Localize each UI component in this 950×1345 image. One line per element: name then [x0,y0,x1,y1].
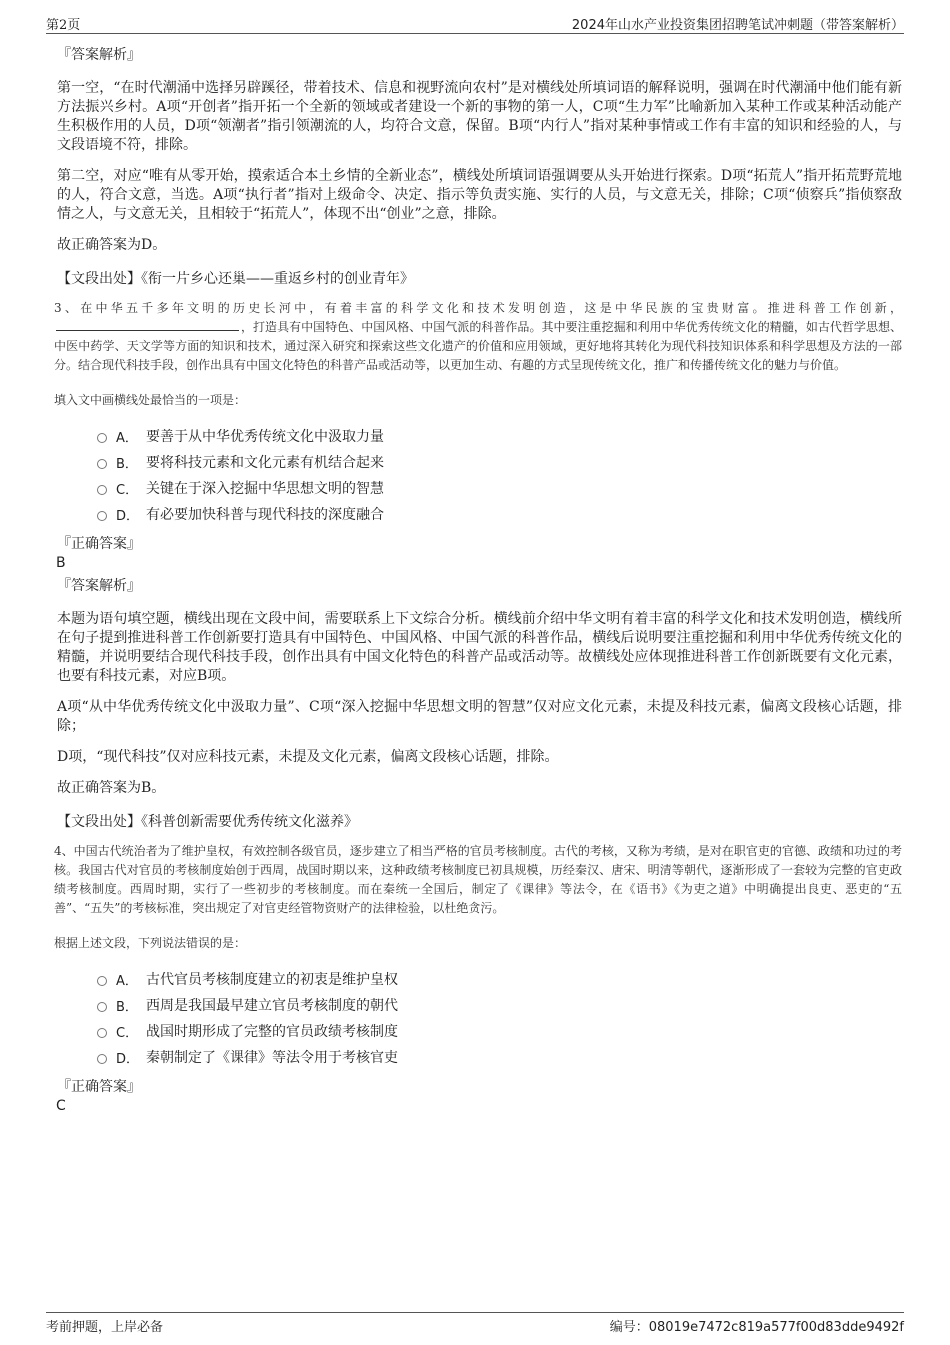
option-letter: C． [116,482,139,498]
document-body [54,45,902,1116]
q3-option-c[interactable] [97,475,902,501]
page-header [46,12,904,34]
option-text: 西周是我国最早建立官员考核制度的朝代 [146,998,398,1014]
q3-options [97,423,902,527]
q4-options [97,966,902,1070]
q3-answer-value: B [56,555,66,571]
q4-prompt: 根据上述文段，下列说法错误的是： [54,936,247,950]
q3-analysis-para-3: D项，“现代科技”仅对应科技元素，未提及文化元素，偏离文段核心话题，排除。 [57,749,559,765]
option-text: 有必要加快科普与现代科技的深度融合 [146,507,384,523]
option-letter: D． [116,1051,140,1067]
radio-icon[interactable] [97,433,107,443]
q2-analysis-para-1: 第一空，“在时代潮涌中选择另辟蹊径，带着技术、信息和视野流向农村”是对横线处所填词语的解释说明，强调在时代潮涌中他们能有新方法振兴乡村。A项“开创者”指开拓一个全新的领域或者建设一个新的事物的第一人，C项“生力军”比喻新加入某种工作或某种活动能产生积极作用的人员，D项“领潮者”指引领潮流的人，均符合文意，保留。B项“内行人”指对某种事情或工作有丰富的知识和经验的人，与文段语境不符，排除。 [57,80,902,153]
option-letter: D． [116,508,140,524]
q3-option-d[interactable] [97,501,902,527]
document-title: 2024年山水产业投资集团招聘笔试冲刺题（带答案解析） [571,18,904,33]
radio-icon[interactable] [97,459,107,469]
q4-option-d[interactable] [97,1044,902,1070]
q2-source: 【文段出处】《衔一片乡心还巢——重返乡村的创业青年》 [57,271,414,287]
q3-stem-before: 3、在中华五千多年文明的历史长河中，有着丰富的科学文化和技术发明创造，这是中华民族的宝贵财富。推进科普工作创新， [54,301,902,315]
q2-analysis-label: 『答案解析』 [57,47,141,63]
radio-icon[interactable] [97,1054,107,1064]
radio-icon[interactable] [97,1002,107,1012]
q3-option-b[interactable] [97,449,902,475]
footer-code-value: 08019e7472c819a577f00d83dde9492f [648,1320,904,1335]
q4-stem: 4、中国古代统治者为了维护皇权，有效控制各级官员，逐步建立了相当严格的官员考核制度。古代的考核，又称为考绩，是对在职官吏的官德、政绩和功过的考核。我国古代对官员的考核制度始创于西周，战国时期以来，这种政绩考核制度已初具规模，历经秦汉、唐宋、明清等朝代，逐渐形成了一套较为完整的官吏政绩考核制度。西周时期，实行了一些初步的考核制度。而在秦统一全国后，制定了《课律》等法令，在《语书》《为吏之道》中明确提出良吏、恶吏的“五善”、“五失”的考核标准，突出规定了对官吏经管物资财产的法律检验，以杜绝贪污。 [54,844,902,915]
q3-analysis-label: 『答案解析』 [57,578,141,594]
q3-source: 【文段出处】《科普创新需要优秀传统文化滋养》 [57,814,358,830]
q2-analysis-para-3: 故正确答案为D。 [57,237,167,253]
q3-stem [54,299,902,375]
q3-prompt: 填入文中画横线处最恰当的一项是： [54,393,247,407]
option-text: 秦朝制定了《课律》等法令用于考核官吏 [146,1050,398,1066]
q4-option-c[interactable] [97,1018,902,1044]
option-letter: B． [116,999,138,1015]
q3-stem-after: ，打造具有中国特色、中国风格、中国气派的科普作品。其中要注重挖掘和利用中华优秀传统文化的精髓，如古代哲学思想、中医中药学、天文学等方面的知识和技术，通过深入研究和探索这些文化遗产的价值和应用领域，更好地将其转化为现代科技知识体系和科学思想及方法的一部分。结合现代科技手段，创作出具有中国文化特色的科普产品或活动等，以更加生动、有趣的方式呈现传统文化，推广和传播传统文化的魅力与价值。 [54,320,902,372]
q3-analysis-para-4: 故正确答案为B。 [57,780,166,796]
option-text: 古代官员考核制度建立的初衷是维护皇权 [146,972,398,988]
q3-analysis-para-1: 本题为语句填空题，横线出现在文段中间，需要联系上下文综合分析。横线前介绍中华文明有着丰富的科学文化和技术发明创造，横线所在句子提到推进科普工作创新要打造具有中国特色、中国风格、中国气派的科普作品，横线后说明要注重挖掘和利用中华优秀传统文化的精髓，并说明要结合现代科技手段，创作出具有中国文化特色的科普产品或活动等。故横线处应体现推进科普工作创新既要有文化元素，也要有科技元素，对应B项。 [57,611,902,684]
q3-option-a[interactable] [97,423,902,449]
page-number: 第2页 [46,18,81,33]
radio-icon[interactable] [97,976,107,986]
radio-icon[interactable] [97,485,107,495]
option-letter: A． [116,973,138,989]
page-footer [46,1312,904,1335]
q2-analysis-para-2: 第二空，对应“唯有从零开始，摸索适合本土乡情的全新业态”，横线处所填词语强调要从头开始进行探索。D项“拓荒人”指开拓荒野荒地的人，符合文意，当选。A项“执行者”指对上级命令、决定、指示等负责实施、实行的人员，与文意无关，排除；C项“侦察兵”指侦察敌情之人，与文意无关，且相较于“拓荒人”，体现不出“创业”之意，排除。 [57,168,902,222]
option-letter: C． [116,1025,139,1041]
option-text: 要将科技元素和文化元素有机结合起来 [146,455,384,471]
option-letter: A． [116,430,138,446]
footer-code-label: 编号： [609,1320,649,1335]
option-text: 要善于从中华优秀传统文化中汲取力量 [146,429,384,445]
footer-slogan: 考前押题，上岸必备 [46,1320,164,1335]
q4-option-b[interactable] [97,992,902,1018]
q4-answer-value: C [56,1098,66,1114]
option-letter: B． [116,456,138,472]
option-text: 战国时期形成了完整的官员政绩考核制度 [146,1024,398,1040]
q4-option-a[interactable] [97,966,902,992]
q4-answer-label: 『正确答案』 [57,1079,141,1095]
q3-answer-label: 『正确答案』 [57,536,141,552]
q3-blank-line [56,319,239,331]
radio-icon[interactable] [97,1028,107,1038]
radio-icon[interactable] [97,511,107,521]
option-text: 关键在于深入挖掘中华思想文明的智慧 [146,481,384,497]
footer-code [610,1316,904,1335]
q3-analysis-para-2: A项“从中华优秀传统文化中汲取力量”、C项“深入挖掘中华思想文明的智慧”仅对应文化元素，未提及科技元素，偏离文段核心话题，排除； [57,699,902,734]
